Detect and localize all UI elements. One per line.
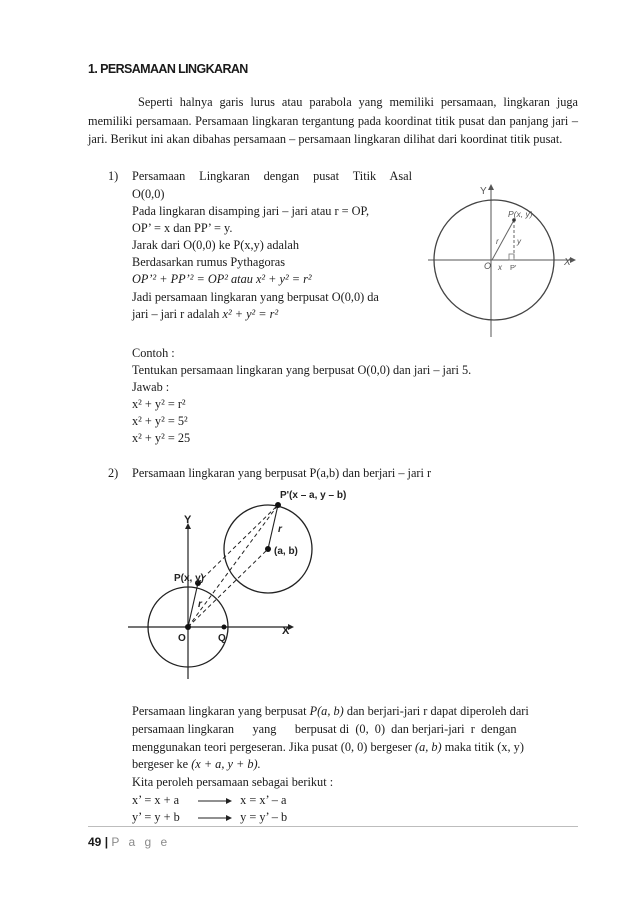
x-label: x: [498, 263, 502, 272]
section-heading: 1. PERSAMAAN LINGKARAN: [88, 62, 248, 76]
point-p-label: P(x, y): [174, 573, 205, 584]
figure-shifted-circle: [120, 484, 440, 684]
item-2-number: 2): [108, 466, 119, 480]
para-line-3-a: menggunakan teori pergeseran. Jika pusat (0, 0) bergeser: [132, 740, 412, 754]
item-1-line-6: Jadi persamaan lingkaran yang berpusat O(0,0) da: [132, 290, 379, 304]
point-q-label: Q: [218, 633, 226, 644]
item-2-para-line-3: [132, 739, 524, 756]
x-axis-label: X: [282, 625, 290, 637]
x-axis-label: X: [564, 257, 571, 268]
equation-row-2: [132, 809, 287, 826]
para-line-4-b: (x + a, y + b).: [191, 757, 261, 771]
y-axis-label: Y: [184, 514, 192, 526]
item-2-para-line-4: [132, 756, 261, 773]
answer-line-1: x² + y² = r²: [132, 397, 186, 411]
origin-label: O: [484, 261, 492, 271]
item-1-line-7-text: jari – jari r adalah: [132, 307, 220, 321]
y-axis-arrow-icon: [488, 184, 494, 190]
right-angle-mark: [509, 254, 514, 260]
item-1-line-3: Jarak dari O(0,0) ke P(x,y) adalah: [132, 238, 299, 252]
item-2-para-line-2: persamaan lingkaran yang berpusat di (0, 0) dan berjari-jari r dengan: [132, 722, 517, 736]
equation-2-left: y’ = y + b: [132, 810, 180, 824]
item-2-para-line-5: Kita peroleh persamaan sebagai berikut :: [132, 775, 334, 789]
answer-label: Jawab :: [132, 380, 170, 394]
item-1-number: 1): [108, 169, 119, 183]
origin-dot: [185, 624, 191, 630]
equation-1-left: x’ = x + a: [132, 793, 180, 807]
right-arrow-icon: [197, 796, 233, 806]
item-1-line-2: OP’ = x dan PP’ = y.: [132, 221, 233, 235]
item-1-line-7: [132, 306, 278, 323]
equation-2-right: y = y’ – b: [240, 810, 288, 824]
intro-text: Seperti halnya garis lurus atau parabola yang memiliki persamaan, lingkaran juga memiliki persamaan. Persamaan lingkaran tergantung pada koordinat titik pusat dan panjang jari – jari. Berikut ini akan dibahas persamaan – persamaan lingkaran dilihat dari koordinat titik pusat.: [88, 95, 578, 147]
center-dot: [265, 546, 271, 552]
point-q-dot: [222, 625, 227, 630]
answer-line-3: x² + y² = 25: [132, 431, 191, 445]
radius-upper-label: r: [278, 524, 282, 535]
item-1-line-7-formula: x² + y² = r²: [222, 307, 279, 321]
center-label: (a, b): [274, 546, 298, 557]
example-question: Tentukan persamaan lingkaran yang berpusat O(0,0) dan jari – jari 5.: [132, 363, 472, 377]
example-label: Contoh :: [132, 346, 175, 360]
p-prime-label: P': [510, 263, 517, 272]
answer-line-2: x² + y² = 5²: [132, 414, 188, 428]
para-line-4-a: bergeser ke: [132, 757, 189, 771]
page-footer: [88, 835, 170, 849]
footer-divider: [88, 826, 578, 827]
para-line-1-a: Persamaan lingkaran yang berpusat: [132, 704, 307, 718]
figure-circle-origin: [418, 172, 578, 342]
item-1-line-1: Pada lingkaran disamping jari – jari atau r = OP,: [132, 204, 370, 218]
para-line-1-c: dan berjari-jari r dapat diperoleh dari: [346, 704, 529, 718]
item-1-title-a: Persamaan Lingkaran dengan pusat Titik Asal: [132, 169, 412, 183]
point-p-prime-dot: [275, 502, 281, 508]
right-arrow-icon: [197, 813, 233, 823]
footer-separator: |: [104, 835, 109, 849]
equation-row-1: [132, 792, 286, 809]
para-line-3-b: (a, b): [414, 740, 442, 754]
intro-paragraph: [88, 93, 578, 149]
radius-lower-label: r: [198, 599, 202, 610]
item-1-title-b: O(0,0): [132, 187, 165, 201]
point-p-prime-label: P'(x – a, y – b): [280, 490, 347, 501]
radius-label: r: [496, 237, 499, 246]
x-axis-arrow-icon: [570, 257, 576, 263]
para-line-1-b: P(a, b): [309, 704, 344, 718]
point-p-label: P(x, y): [508, 209, 533, 219]
item-1-formula: OP’² + PP’² = OP² atau x² + y² = r²: [132, 272, 312, 286]
item-1-line-4: Berdasarkan rumus Pythagoras: [132, 255, 285, 269]
origin-label: O: [178, 633, 186, 644]
para-line-3-c: maka titik (x, y): [444, 740, 524, 754]
item-2-para-line-1: [132, 703, 529, 720]
y-label: y: [517, 237, 521, 246]
page-number: 49: [88, 835, 102, 849]
y-axis-label: Y: [480, 186, 487, 197]
center-line: [188, 549, 268, 627]
page-label: P a g e: [111, 835, 171, 849]
equation-1-right: x = x’ – a: [240, 793, 287, 807]
item-2-title: Persamaan lingkaran yang berpusat P(a,b) dan berjari – jari r: [132, 466, 432, 480]
